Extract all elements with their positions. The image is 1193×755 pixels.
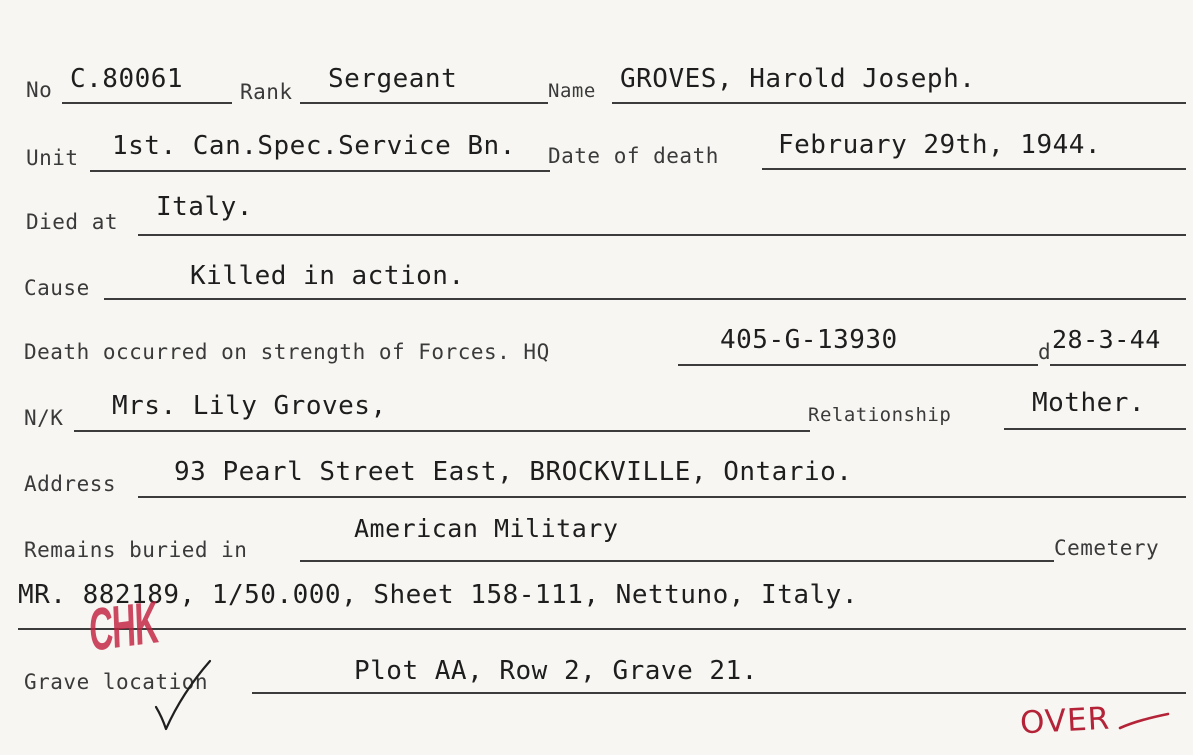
- died-at-line: [138, 234, 1186, 236]
- rank-value: Sergeant: [328, 64, 458, 94]
- cause-value: Killed in action.: [190, 261, 465, 291]
- name-value: GROVES, Harold Joseph.: [620, 64, 976, 94]
- hq-line: [678, 364, 1038, 366]
- unit-line: [90, 170, 550, 172]
- no-value: C.80061: [70, 64, 184, 94]
- unit-value: 1st. Can.Spec.Service Bn.: [112, 131, 516, 161]
- date-of-death-label: Date of death: [548, 144, 719, 168]
- relationship-value: Mother.: [1032, 388, 1146, 418]
- remains-buried-line: [300, 560, 1054, 562]
- date-of-death-value: February 29th, 1944.: [778, 130, 1102, 160]
- checkmark-icon: [150, 655, 220, 735]
- rank-label: Rank: [240, 80, 293, 104]
- relationship-label: Relationship: [808, 404, 952, 426]
- grave-location-value: Plot AA, Row 2, Grave 21.: [354, 656, 758, 686]
- hq-value: 405-G-13930: [720, 325, 898, 355]
- remains-buried-value: American Military: [354, 514, 619, 543]
- over-annotation: OVER: [1019, 700, 1112, 742]
- unit-label: Unit: [26, 146, 79, 170]
- cemetery-label: Cemetery: [1054, 536, 1160, 560]
- d-label: d: [1038, 340, 1052, 364]
- grave-location-label: Grave location: [24, 670, 209, 694]
- hq-date-line: [1050, 364, 1186, 366]
- died-at-value: Italy.: [156, 192, 253, 222]
- death-occurred-label: Death occurred on strength of Forces. HQ: [24, 340, 550, 364]
- hq-date-value: 28-3-44: [1052, 325, 1161, 354]
- remains-buried-label: Remains buried in: [24, 538, 248, 562]
- name-line: [612, 102, 1186, 104]
- rank-line: [300, 102, 548, 104]
- grave-location-line: [252, 692, 1186, 694]
- nk-label: N/K: [24, 406, 64, 430]
- address-label: Address: [24, 472, 117, 496]
- date-of-death-line: [762, 168, 1186, 170]
- address-value: 93 Pearl Street East, BROCKVILLE, Ontario.: [174, 457, 853, 487]
- no-line: [62, 102, 232, 104]
- map-reference-line: [18, 628, 1186, 630]
- cause-label: Cause: [24, 276, 90, 300]
- map-reference-value: MR. 882189, 1/50.000, Sheet 158-111, Nettuno, Italy.: [18, 580, 858, 610]
- arrow-icon: [1118, 708, 1174, 736]
- nk-value: Mrs. Lily Groves,: [112, 391, 387, 421]
- chk-stamp: CHK: [88, 588, 159, 664]
- address-line: [138, 496, 1186, 498]
- name-label: Name: [548, 80, 596, 102]
- nk-line: [74, 430, 810, 432]
- no-label: No: [26, 78, 53, 102]
- died-at-label: Died at: [26, 210, 119, 234]
- cause-line: [104, 298, 1186, 300]
- relationship-line: [1004, 428, 1186, 430]
